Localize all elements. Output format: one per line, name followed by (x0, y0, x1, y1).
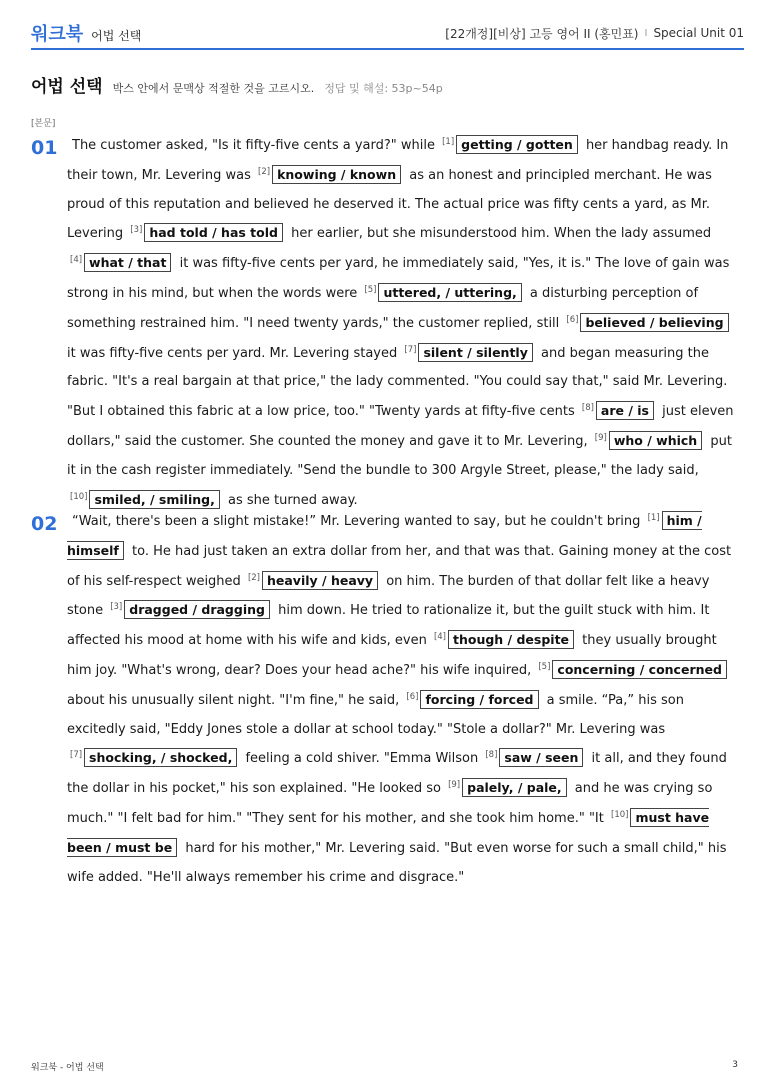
passage-text: as an honest and principled merchant. He was proud of this reputation and believed he deserved it. The actual price was fifty cents a yard, as Mr. Levering (67, 167, 712, 242)
grammar-choice-box[interactable]: shocking, / shocked, (84, 748, 237, 767)
grammar-choice-box[interactable]: who / which (609, 431, 702, 450)
brand-title: 워크북 (31, 24, 84, 45)
page-header (31, 18, 744, 50)
blank-number: [4] (433, 632, 446, 643)
passage-text: and began measuring the fabric. "It's a real bargain at that price," the lady commented. "You could say that," said Mr. Levering. "But I obtained this fabric at a low price, too." "Twenty yards at fifty-five cents (67, 345, 728, 420)
grammar-choice-box[interactable]: saw / seen (499, 748, 583, 767)
header-separator: I (644, 27, 648, 39)
blank-number: [9] (448, 780, 461, 791)
blank-number: [10] (70, 491, 88, 502)
passage-text: The customer asked, "Is it fifty-five cents a yard?" while (72, 138, 435, 153)
passage-text: it was fifty-five cents per yard, he immediately said, "Yes, it is." The love of gain was strong in his mind, but when the words were (67, 256, 730, 301)
passage-text: to. He had just taken an extra dollar from her, and that was that. Gaining money at the cost of his self-respect weighed (67, 543, 732, 589)
passage-text: him down. He tried to rationalize it, but the guilt stuck with him. It affected his mood at home with his wife and kids, even (67, 603, 710, 649)
blank-number: [7] (70, 750, 83, 761)
question-number-01: 01 (31, 137, 58, 159)
blank-number: [10] (611, 809, 629, 820)
passage-text: about his unusually silent night. "I'm fine," he said, (67, 692, 400, 708)
brand-subtitle: 어법 선택 (91, 29, 142, 43)
section-instruction: 박스 안에서 문맥상 적절한 것을 고르시오. (112, 82, 315, 95)
passage-text: feeling a cold shiver. "Emma Wilson (245, 751, 479, 767)
passage-text: her earlier, but she misunderstood him. When the lady assumed (291, 226, 712, 242)
course-info (445, 25, 744, 42)
blank-number: [5] (364, 284, 377, 295)
grammar-choice-box[interactable]: him / himself (67, 513, 702, 558)
blank-number: [7] (404, 344, 417, 355)
passage-text: her handbag ready. In their town, Mr. Levering was (67, 138, 729, 183)
blank-number: [5] (538, 661, 551, 672)
passage-02 (67, 507, 739, 892)
bonmun-label: [본문] (31, 119, 56, 129)
blank-number: [9] (594, 432, 607, 443)
answer-reference: 정답 및 해설: 53p~54p (324, 82, 443, 95)
grammar-choice-box[interactable]: knowing / known (272, 165, 401, 184)
passage-text: as she turned away. (228, 492, 358, 508)
grammar-choice-box[interactable]: dragged / dragging (124, 600, 270, 619)
grammar-choice-box[interactable]: must have been / must be (67, 809, 710, 855)
blank-number: [1] (647, 513, 660, 523)
grammar-choice-box[interactable]: uttered, / uttering, (378, 283, 521, 302)
passage-text: and he was crying so much." "I felt bad for him." "They sent for his mother, and she took him home." "It (67, 781, 713, 826)
passage-text: just eleven dollars," said the customer. She counted the money and gave it to Mr. Levering, (67, 404, 734, 449)
question-number-02: 02 (31, 513, 58, 535)
passage-text: it was fifty-five cents per yard. Mr. Levering stayed (67, 345, 398, 361)
passage-text: on him. The burden of that dollar felt like a heavy stone (67, 573, 710, 619)
course-name: [22개정][비상] 고등 영어 II (홍민표) (445, 26, 639, 41)
grammar-choice-box[interactable]: smiled, / smiling, (89, 490, 219, 509)
grammar-choice-box[interactable]: though / despite (448, 630, 574, 649)
grammar-choice-box[interactable]: had told / has told (144, 223, 283, 242)
grammar-choice-box[interactable]: are / is (596, 401, 654, 420)
passage-text: put it in the cash register immediately. "Send the bundle to 300 Argyle Street, please," the lady said, (67, 433, 732, 478)
page-number: 3 (732, 1060, 738, 1070)
section-title (31, 72, 443, 97)
section-heading: 어법 선택 (31, 77, 103, 97)
passage-text: “Wait, there's been a slight mistake!” Mr. Levering wanted to say, but he couldn't bring (72, 514, 641, 529)
passage-01 (67, 131, 739, 515)
blank-number: [3] (130, 225, 143, 236)
blank-number: [3] (110, 602, 123, 613)
grammar-choice-box[interactable]: what / that (84, 253, 171, 272)
passage-text: hard for his mother," Mr. Levering said. "But even worse for such a small child," his wife added. "He'll always remember his crime and disgrace." (67, 840, 727, 885)
blank-number: [2] (258, 166, 271, 177)
grammar-choice-box[interactable]: concerning / concerned (552, 660, 727, 679)
blank-number: [6] (406, 691, 419, 702)
blank-number: [2] (247, 572, 260, 583)
blank-number: [8] (485, 750, 498, 761)
grammar-choice-box[interactable]: heavily / heavy (262, 571, 378, 590)
blank-number: [6] (566, 314, 579, 325)
passage-text: a disturbing perception of something restrained him. "I need twenty yards," the customer replied, still (67, 285, 699, 331)
grammar-choice-box[interactable]: getting / gotten (456, 135, 578, 154)
passage-text: a smile. “Pa,” his son excitedly said, "Eddy Jones stole a dollar at school today." "Stole a dollar?" Mr. Levering was (67, 692, 684, 737)
blank-number: [1] (442, 137, 455, 147)
passage-text: they usually brought him joy. "What's wrong, dear? Does your head ache?" his wife inquired, (67, 633, 717, 678)
blank-number: [4] (70, 255, 83, 266)
grammar-choice-box[interactable]: forcing / forced (420, 690, 538, 709)
blank-number: [8] (581, 403, 594, 414)
passage-text: it all, and they found the dollar in his pocket," his son explained. "He looked so (67, 751, 727, 797)
brand (31, 20, 141, 46)
footer-label: 워크북 - 어법 선택 (31, 1063, 104, 1073)
unit-name: Special Unit 01 (653, 26, 744, 40)
grammar-choice-box[interactable]: palely, / pale, (462, 778, 567, 797)
grammar-choice-box[interactable]: silent / silently (418, 343, 532, 362)
grammar-choice-box[interactable]: believed / believing (580, 313, 728, 332)
